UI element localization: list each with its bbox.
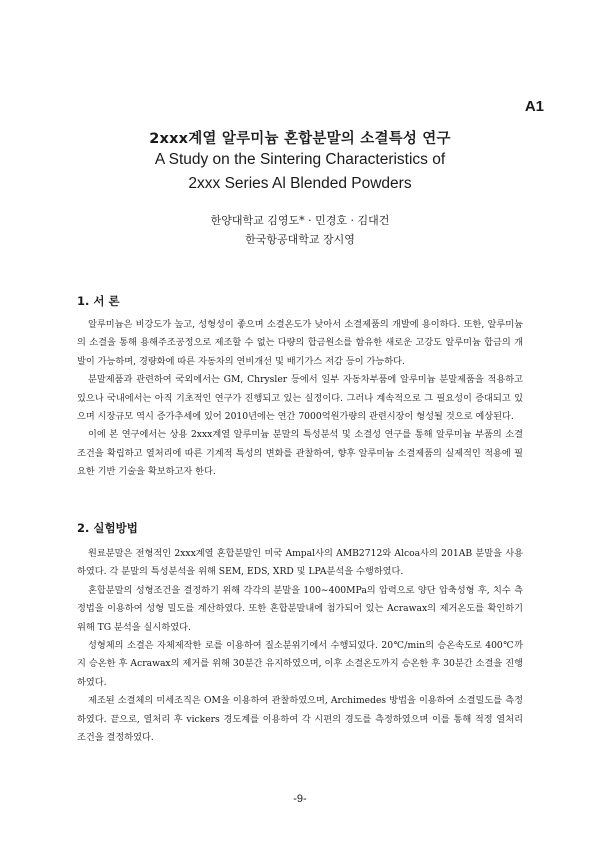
section-body-introduction bbox=[77, 316, 523, 482]
title-english-line1: A Study on the Sintering Characteristics of bbox=[154, 151, 446, 168]
section-body-methods bbox=[77, 545, 523, 747]
paragraph: 분말제품과 관련하여 국외에서는 GM, Chrysler 등에서 일부 자동차부품에 알루미늄 분말제품을 적용하고 있으나 국내에서는 아직 기초적인 연구가 진행되고 있는 실정이다. 그러나 계속적으로 그 필요성이 증대되고 있으며 시장규모 역시 증가추세에 있어 2010년에는 연간 7000억원가량의 관련시장이 형성될 것으로 예상된다. bbox=[77, 374, 523, 423]
paragraph: 이에 본 연구에서는 상용 2xxx계열 알루미늄 분말의 특성분석 및 소결성 연구를 통해 알루미늄 부품의 소결 조건을 확립하고 열처리에 따른 기계적 특성의 변화를 관찰하여, 향후 알루미늄 소결제품의 실제적인 적용에 필요한 기반 기술을 확보하고자 한다. bbox=[77, 429, 523, 478]
paragraph: 알루미늄은 비강도가 높고, 성형성이 좋으며 소결온도가 낮아서 소결제품의 개발에 용이하다. 또한, 알루미늄의 소결을 통해 용해주조공정으로 제조할 수 없는 다량의 합금원소를 함유한 새로운 고강도 알루미늄 합금의 개발이 가능하며, 경량화에 따른 자동차의 연비개선 및 배기가스 저감 등이 가능하다. bbox=[77, 319, 523, 367]
authors-line2: 한국항공대학교 장시영 bbox=[245, 233, 355, 246]
paragraph: 혼합분말의 성형조건을 결정하기 위해 각각의 분말을 100∼400MPa의 압력으로 양단 압축성형 후, 치수 측정법을 이용하여 성형 밀도를 계산하였다. 또한 혼합분말내에 첨가되어 있는 Acrawax의 제거온도를 확인하기 위해 TG 분석을 실시하였다. bbox=[77, 584, 523, 633]
paragraph: 제조된 소결체의 미세조직은 OM을 이용하여 관찰하였으며, Archimedes 방법을 이용하여 소결밀도를 측정하였다. 끝으로, 열처리 후 vickers 경도계를 이용하여 각 시편의 경도를 측정하였으며 이를 통해 적정 열처리 조건을 결정하였다. bbox=[77, 695, 523, 744]
title-english-line2: 2xxx Series Al Blended Powders bbox=[188, 175, 412, 192]
page-number: -9- bbox=[293, 793, 307, 805]
paragraph: 원료분말은 전형적인 2xxx계열 혼합분말인 미국 Ampal사의 AMB2712와 Alcoa사의 201AB 분말을 사용하였다. 각 분말의 특성분석을 위해 SEM, EDS, XRD 및 LPA분석을 수행하였다. bbox=[77, 548, 523, 578]
abstract-id-badge: A1 bbox=[524, 98, 544, 115]
authors-line1: 한양대학교 김영도* · 민경호 · 김대건 bbox=[210, 214, 390, 227]
section-heading-methods: 2. 실험방법 bbox=[77, 521, 138, 535]
paragraph: 성형체의 소결은 자체제작한 로를 이용하여 질소분위기에서 수행되었다. 20℃/min의 승온속도로 400℃까지 승온한 후 Acrawax의 제거를 위해 30분간 유지하였으며, 이후 소결온도까지 승온한 후 30분간 소결을 진행하였다. bbox=[77, 640, 523, 688]
title-korean: 2xxx계열 알루미늄 혼합분말의 소결특성 연구 bbox=[149, 131, 451, 147]
section-heading-introduction: 1. 서 론 bbox=[77, 294, 120, 308]
